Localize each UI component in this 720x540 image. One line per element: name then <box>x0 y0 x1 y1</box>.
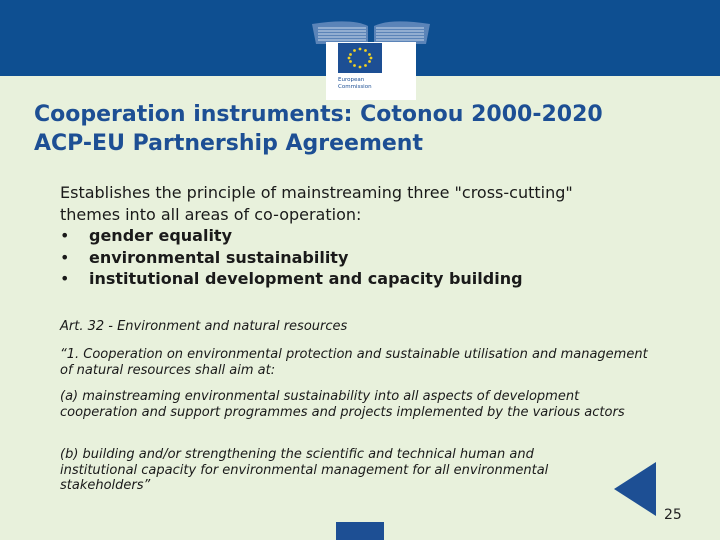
logo-text-2: Commission <box>338 84 372 90</box>
bullet-text: gender equality <box>89 226 232 245</box>
building-icon <box>312 21 430 44</box>
bullet-item <box>60 225 660 247</box>
eu-flag-icon <box>338 43 382 73</box>
european-commission-logo <box>312 18 430 100</box>
bullet-item <box>60 247 660 269</box>
logo-text-1: European <box>338 77 365 83</box>
intro-line-2: themes into all areas of co-operation: <box>60 204 362 224</box>
bullet-marker: • <box>60 226 70 245</box>
bullet-list <box>60 225 660 290</box>
title-line-2: ACP-EU Partnership Agreement <box>34 131 423 156</box>
article-point-a: (a) mainstreaming environmental sustainability into all aspects of development cooperation and support programmes and projects implemented by the various actors <box>60 389 625 420</box>
intro-block <box>60 182 660 290</box>
bullet-item <box>60 268 660 290</box>
article-heading: Art. 32 - Environment and natural resources <box>60 319 348 334</box>
bullet-marker: • <box>60 269 70 288</box>
bottom-tab <box>336 522 384 540</box>
bullet-text: institutional development and capacity building <box>89 269 523 288</box>
article-quote: “1. Cooperation on environmental protection and sustainable utilisation and management of natural resources shall aim at: <box>60 347 648 378</box>
title-line-1: Cooperation instruments: Cotonou 2000-2020 <box>34 102 603 127</box>
article-point-b: (b) building and/or strengthening the scientific and technical human and institutional capacity for environmental management for all environmental stakeholders” <box>60 447 549 493</box>
intro-line-1: Establishes the principle of mainstreaming three "cross-cutting" <box>60 183 573 202</box>
bullet-text: environmental sustainability <box>89 247 349 267</box>
previous-arrow-icon[interactable] <box>614 462 656 516</box>
page-number: 25 <box>664 507 682 523</box>
bullet-marker: • <box>60 247 70 267</box>
page-title <box>34 100 694 158</box>
